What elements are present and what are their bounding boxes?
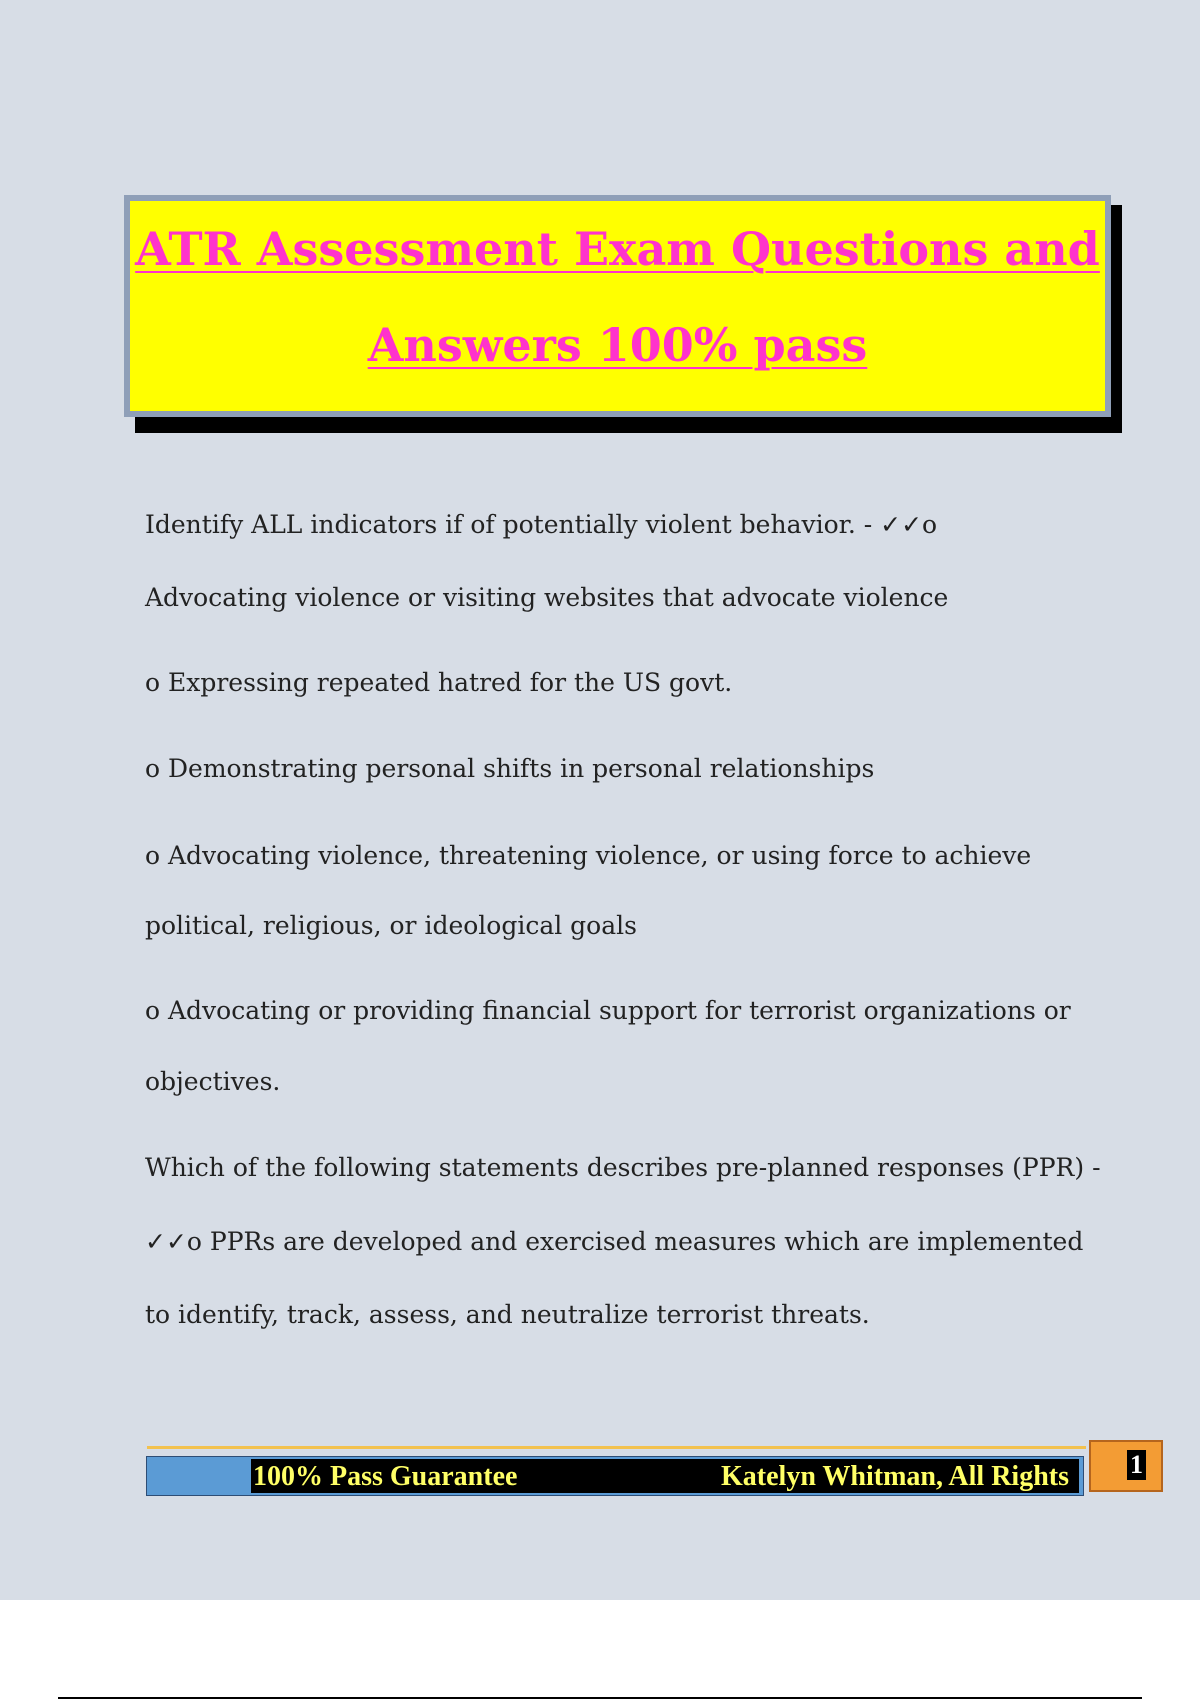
body-line-5: o Advocating violence, threatening violence, or using force to achieve <box>145 841 1032 870</box>
body-line-1: Identify ALL indicators if of potentially violent behavior. - ✓✓o <box>145 510 938 539</box>
footer-copyright-text: Katelyn Whitman, All Rights <box>721 1461 1069 1492</box>
footer-rule <box>147 1446 1086 1449</box>
body-line-11: to identify, track, assess, and neutralize terrorist threats. <box>145 1300 870 1329</box>
body-line-9: Which of the following statements describes pre-planned responses (PPR) - <box>145 1153 1101 1182</box>
title-box <box>124 195 1111 417</box>
footer-guarantee-text: 100% Pass Guarantee <box>253 1461 518 1492</box>
bottom-rule <box>58 1697 1142 1699</box>
body-line-10: ✓✓o PPRs are developed and exercised measures which are implemented <box>145 1227 1084 1256</box>
body-line-6: political, religious, or ideological goals <box>145 911 637 940</box>
page-number-badge <box>1089 1440 1163 1492</box>
body-line-7: o Advocating or providing financial support for terrorist organizations or <box>145 996 1071 1025</box>
title-line-1: ATR Assessment Exam Questions and <box>135 222 1100 276</box>
body-line-2: Advocating violence or visiting websites that advocate violence <box>145 583 949 612</box>
body-line-8: objectives. <box>145 1067 281 1096</box>
title-line-2: Answers 100% pass <box>367 318 868 372</box>
page-number: 1 <box>1127 1450 1146 1480</box>
body-line-4: o Demonstrating personal shifts in personal relationships <box>145 754 875 783</box>
body-line-3: o Expressing repeated hatred for the US govt. <box>145 668 733 697</box>
footer-bar <box>146 1456 1084 1496</box>
